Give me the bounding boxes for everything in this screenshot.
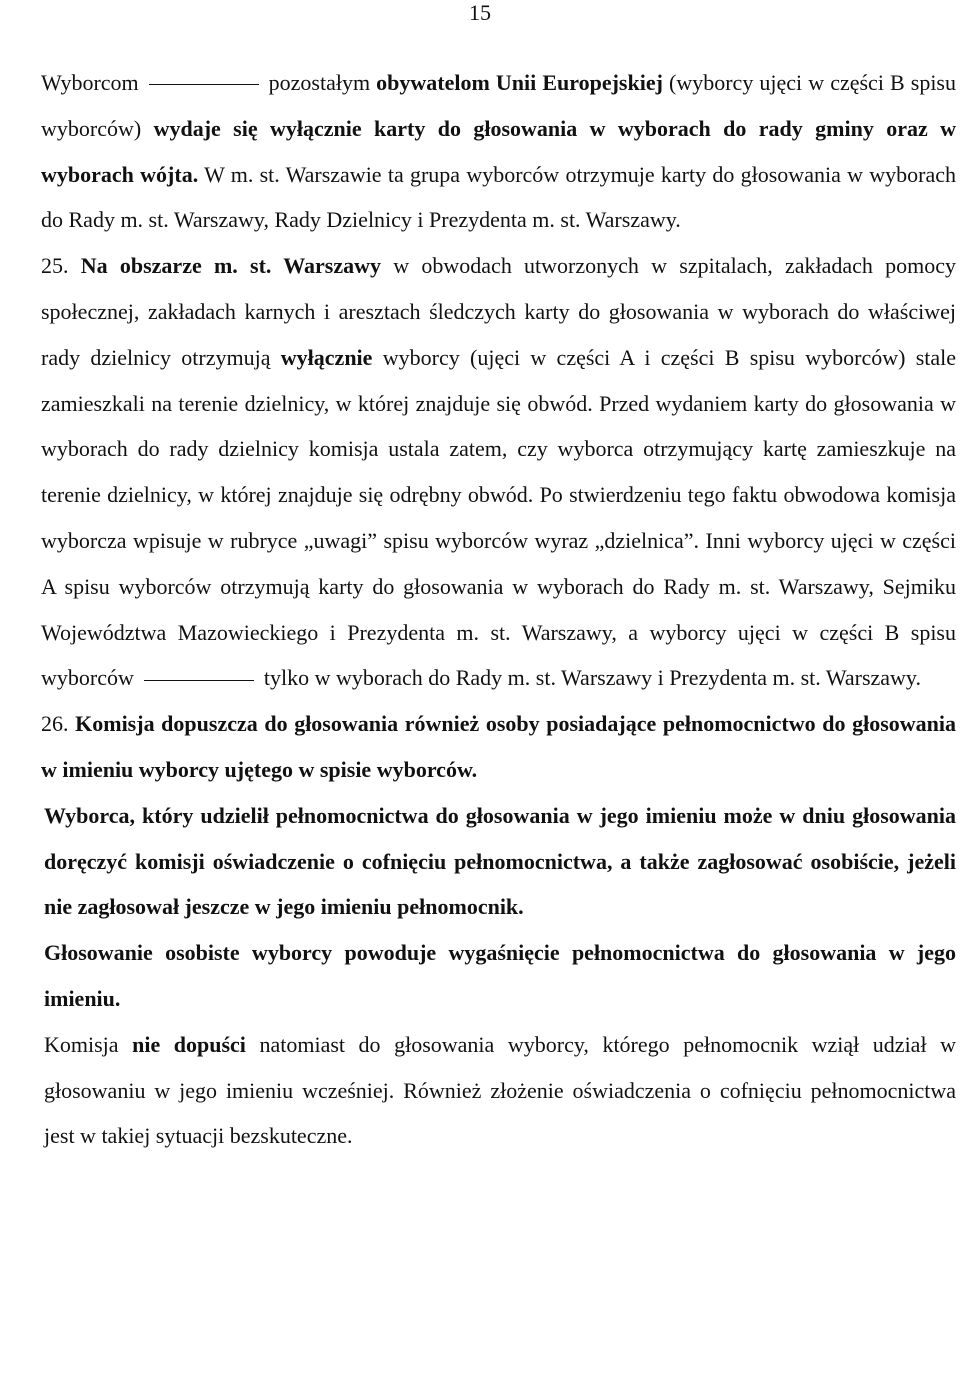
text-span: Wyborcom [41,70,139,95]
text-span: tylko w wyborach do Rady m. st. Warszawy i Prezydenta m. st. Warszawy. [263,665,922,691]
bold-text: wydaje się wyłącznie karty do głosowania w wyborach do rady gminy oraz w wyborach wójta. [41,115,957,187]
page-number: 15 [469,0,491,25]
paragraph-number: 26. [41,711,69,737]
text-span: W m. st. Warszawie ta grupa wyborców otrzymuje karty do głosowania w wyborach do Rady m. st. Warszawy, Rady Dzielnicy i Prezydenta m. st. Warszawy. [41,161,956,233]
paragraph-number: 25. [41,253,69,279]
paragraph-26-revocation [41,793,956,930]
text-span: Komisja [44,1031,119,1057]
bold-text: Na obszarze m. st. Warszawy [80,253,382,279]
bold-text: Głosowanie osobiste wyborcy powoduje wygaśnięcie pełnomocnictwa do głosowania w jego imieniu. [44,940,956,1011]
paragraph-26 [41,701,956,793]
em-dash-line [144,680,254,681]
bold-text: nie dopuści [132,1031,246,1057]
paragraph-26-personal-vote [41,930,956,1022]
paragraph-26-not-admitted [41,1022,956,1159]
text-span: pozostałym [268,70,371,95]
paragraph-eu-citizens [41,60,956,243]
text-span: w obwodach utworzonych w szpitalach, zakładach pomocy społecznej, zakładach karnych i aresztach śledczych karty do głosowania w wyborach do właściwej rady dzielnicy otrzymują [41,253,957,370]
document-body [41,60,956,1159]
text-span: wyborcy (ujęci w części A i części B spisu wyborców) stale zamieszkali na terenie dzielnicy, w której znajduje się obwód. Przed wydaniem karty do głosowania w wyborach do rady dzielnicy komisja ustala zatem, czy wyborca otrzymujący kartę zamieszkuje na terenie dzielnicy, w której znajduje się odrębny obwód. Po stwierdzeniu tego faktu obwodowa komisja wyborcza wpisuje w rubryce „uwagi” spisu wyborców wyraz „dzielnica”. Inni wyborcy ujęci w części A spisu wyborców otrzymują karty do głosowania w wyborach do Rady m. st. Warszawy, Sejmiku Województwa Mazowieckiego i Prezydenta m. st. Warszawy, a wyborcy ujęci w części B spisu wyborców [41,344,957,691]
bold-text: Komisja dopuszcza do głosowania również osoby posiadające pełnomocnictwo do głosowania w imieniu wyborcy ujętego w spisie wyborców. [41,711,957,782]
bold-text: wyłącznie [280,344,373,370]
paragraph-25 [41,243,956,701]
text-span: (wyborcy ujęci w części B spisu wyborców) [41,70,956,141]
em-dash-line [149,84,259,85]
bold-text: Wyborca, który udzielił pełnomocnictwa do głosowania w jego imieniu może w dniu głosowania doręczyć komisji oświadczenie o cofnięciu pełnomocnictwa, a także zagłosować osobiście, jeżeli nie zagłosował jeszcze w jego imieniu pełnomocnik. [44,802,956,920]
text-span: natomiast do głosowania wyborcy, którego pełnomocnik wziął udział w głosowaniu w jego imieniu wcześniej. Również złożenie oświadczenia o cofnięciu pełnomocnictwa jest w takiej sytuacji bezskuteczne. [44,1031,956,1149]
bold-text: obywatelom Unii Europejskiej [376,70,663,95]
